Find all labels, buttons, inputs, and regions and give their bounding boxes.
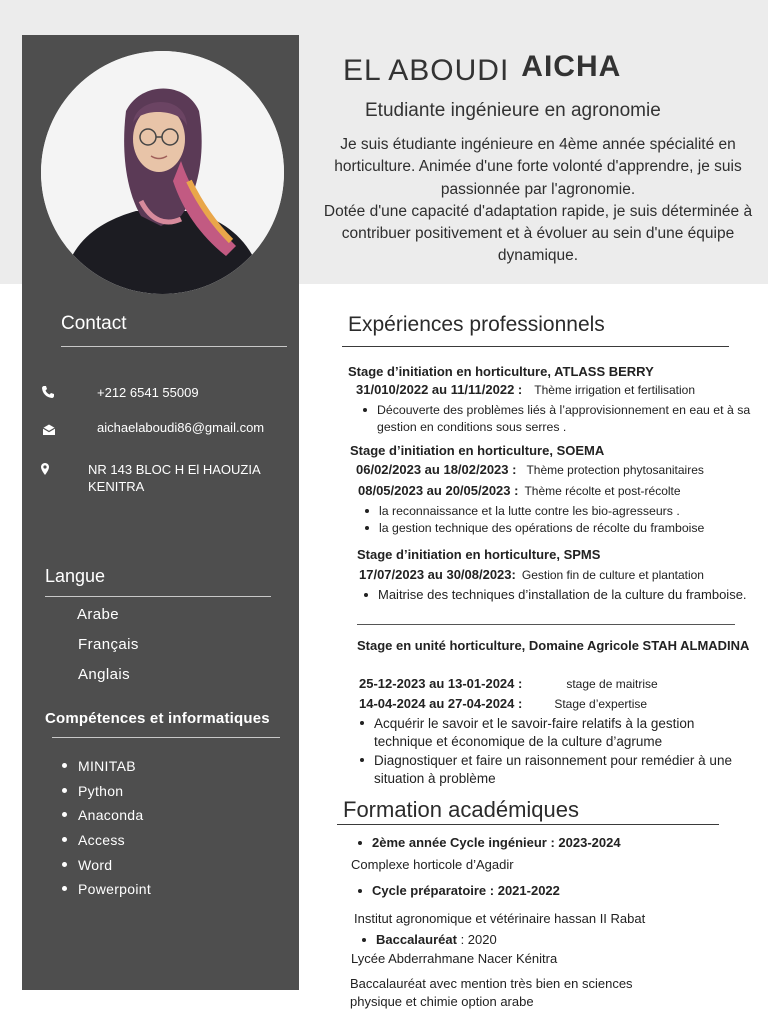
experience-4-bullet-1: Acquérir le savoir et le savoir-faire relatifs à la gestion technique et économique de la culture d’agrume <box>359 715 745 751</box>
theme: Thème irrigation et fertilisation <box>534 383 695 397</box>
degree-2-school: Institut agronomique et vétérinaire hassan II Rabat <box>354 911 646 926</box>
date-range: 25-12-2023 au 13-01-2024 : <box>359 676 523 691</box>
date-range: 17/07/2023 au 30/08/2023: <box>359 567 516 582</box>
experience-4-bullet-2: Diagnostiquer et faire un raisonnement pour remédier à une situation à problème <box>359 752 749 788</box>
full-name <box>343 50 622 88</box>
theme: Gestion fin de culture et plantation <box>521 568 704 582</box>
date-range: 14-04-2024 au 27-04-2024 : <box>359 696 523 711</box>
profile-paragraph: Dotée d'une capacité d'adaptation rapide, je suis déterminée à contribuer positivement et à évoluer au sein d'une équipe dynamique. <box>323 202 753 265</box>
degree-1: 2ème année Cycle ingénieur : 2023-2024 <box>354 835 621 850</box>
education-divider <box>337 824 719 825</box>
degree-2: Cycle préparatoire : 2021-2022 <box>354 883 560 898</box>
profile-summary <box>318 134 758 268</box>
phone-number[interactable]: +212 6541 55009 <box>97 385 199 400</box>
degree-3-label: Baccalauréat <box>376 932 457 947</box>
experience-2-date-1 <box>356 462 704 477</box>
mail-icon <box>42 423 56 437</box>
experience-3-bullet: Maitrise des techniques d’installation de la culture du framboise. <box>363 587 761 604</box>
experience-1-title: Stage d’initiation en horticulture, ATLASS BERRY <box>348 364 654 379</box>
education-heading: Formation académiques <box>343 797 580 822</box>
contact-divider <box>61 346 287 347</box>
language-item: Arabe <box>77 606 120 623</box>
experience-2-title: Stage d’initiation en horticulture, SOEMA <box>350 443 605 458</box>
degree-1-school: Complexe horticole d’Agadir <box>351 857 514 872</box>
skill-item: Anaconda <box>60 806 151 831</box>
experience-4-title: Stage en unité horticulture, Domaine Agricole STAH ALMADINA <box>357 638 750 653</box>
skill-item: Powerpoint <box>60 880 151 905</box>
experience-heading: Expériences professionnels <box>348 313 605 336</box>
experience-4-date-2 <box>359 696 647 711</box>
skill-item: Python <box>60 782 151 807</box>
location-icon <box>38 462 52 476</box>
skills-divider <box>52 737 280 738</box>
theme: stage de maitrise <box>566 677 658 691</box>
profile-paragraph: Je suis étudiante ingénieure en 4ème année spécialité en horticulture. Animée d'une forte volonté d'apprendre, je suis passionnée par l'agronomie. <box>334 136 742 198</box>
experience-2-bullet-1: la reconnaissance et la lutte contre les bio-agresseurs . <box>364 503 754 520</box>
language-item: Français <box>78 636 139 653</box>
address: NR 143 BLOC H El HAOUZIA KENITRA <box>88 462 260 494</box>
language-item: Anglais <box>78 666 130 683</box>
theme: Stage d’expertise <box>554 697 648 711</box>
theme: Thème récolte et post-récolte <box>524 484 681 498</box>
date-range: 06/02/2023 au 18/02/2023 : <box>356 462 517 477</box>
skills-list <box>60 757 151 905</box>
first-name: AICHA <box>521 50 622 83</box>
job-title: Etudiante ingénieure en agronomie <box>365 100 661 121</box>
degree-3-school: Lycée Abderrahmane Nacer Kénitra <box>351 951 558 966</box>
experience-3-divider <box>357 624 735 625</box>
degree-3-year: : 2020 <box>456 932 497 947</box>
degree-3-note: Baccalauréat avec mention très bien en sciences physique et chimie option arabe <box>350 976 633 1009</box>
skill-item: Word <box>60 856 151 881</box>
language-heading: Langue <box>45 566 106 586</box>
experience-1-bullet: Découverte des problèmes liés à l’approvisionnement en eau et à sa gestion en conditions sous serres . <box>362 402 758 435</box>
profile-photo <box>41 51 284 294</box>
date-range: 31/010/2022 au 11/11/2022 : <box>356 382 523 397</box>
date-range: 08/05/2023 au 20/05/2023 : <box>358 483 519 498</box>
skill-item: MINITAB <box>60 757 151 782</box>
degree-3 <box>358 932 497 947</box>
experience-3-date <box>359 567 704 582</box>
language-divider <box>45 596 271 597</box>
theme: Thème protection phytosanitaires <box>526 463 704 477</box>
experience-2-bullet-2: la gestion technique des opérations de récolte du framboise <box>364 520 759 537</box>
email-address[interactable]: aichaelaboudi86@gmail.com <box>97 420 265 435</box>
experience-divider <box>342 346 729 347</box>
experience-4-date-1 <box>359 676 658 691</box>
last-name: EL ABOUDI <box>343 54 510 87</box>
contact-heading: Contact <box>61 313 127 334</box>
experience-2-date-2 <box>358 483 681 498</box>
skills-heading: Compétences et informatiques <box>45 710 270 727</box>
phone-icon <box>41 385 55 399</box>
portrait-image <box>41 51 284 294</box>
experience-1-date <box>356 382 695 397</box>
experience-3-title: Stage d’initiation en horticulture, SPMS <box>357 547 601 562</box>
skill-item: Access <box>60 831 151 856</box>
